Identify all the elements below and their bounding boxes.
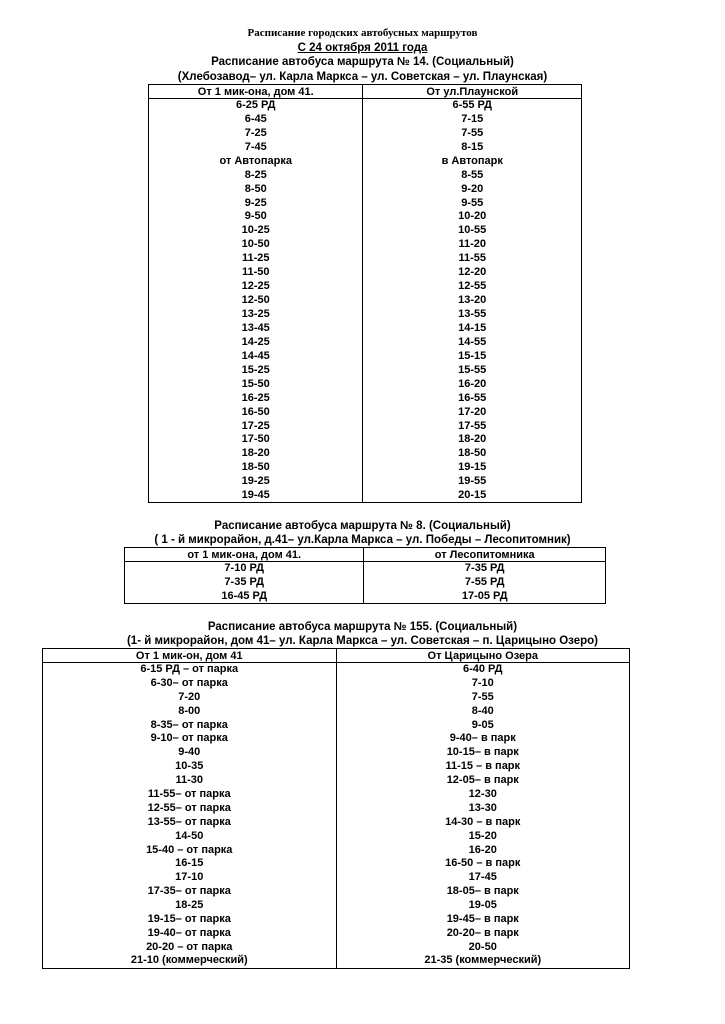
- departure-time-return: 11-15 – в парк: [336, 760, 630, 774]
- departure-time-outbound: 9-25: [149, 196, 363, 210]
- departure-time-outbound: 8-25: [149, 168, 363, 182]
- departure-time-return: 16-55: [363, 391, 582, 405]
- table-row: [43, 899, 630, 913]
- departure-time-return: 21-35 (коммерческий): [336, 954, 630, 968]
- table-row: [43, 871, 630, 885]
- departure-time-outbound: 11-50: [149, 266, 363, 280]
- departure-time-outbound: 19-40– от парка: [43, 926, 337, 940]
- departure-time-outbound: 17-25: [149, 419, 363, 433]
- departure-time-outbound: 8-35– от парка: [43, 718, 337, 732]
- departure-time-outbound: 13-45: [149, 322, 363, 336]
- departure-time-return: 18-20: [363, 433, 582, 447]
- departure-time-outbound: 11-55– от парка: [43, 788, 337, 802]
- departure-time-return: 13-30: [336, 801, 630, 815]
- departure-time-return: 14-30 – в парк: [336, 815, 630, 829]
- route-8-rows: [125, 562, 606, 604]
- departure-time-return: 12-30: [336, 788, 630, 802]
- departure-time-return: 7-55: [363, 126, 582, 140]
- departure-time-return: 15-20: [336, 829, 630, 843]
- table-row: [43, 940, 630, 954]
- route-8-col2-header: от Лесопитомника: [364, 548, 606, 562]
- table-row: [43, 704, 630, 718]
- table-row: [149, 377, 582, 391]
- table-row: [149, 252, 582, 266]
- departure-time-return: 9-40– в парк: [336, 732, 630, 746]
- departure-time-outbound: 20-20 – от парка: [43, 940, 337, 954]
- departure-time-outbound: 6-30– от парка: [43, 676, 337, 690]
- departure-time-return: 19-45– в парк: [336, 913, 630, 927]
- departure-time-return: 20-15: [363, 489, 582, 503]
- table-row: [149, 112, 582, 126]
- departure-time-outbound: 8-00: [43, 704, 337, 718]
- departure-time-outbound: 9-10– от парка: [43, 732, 337, 746]
- departure-time-outbound: 10-35: [43, 760, 337, 774]
- departure-time-outbound: 14-45: [149, 349, 363, 363]
- departure-time-return: 19-55: [363, 475, 582, 489]
- departure-time-outbound: 10-50: [149, 238, 363, 252]
- table-row: [149, 266, 582, 280]
- departure-time-outbound: 16-25: [149, 391, 363, 405]
- table-row: [149, 405, 582, 419]
- route-8-path: ( 1 - й микрорайон, д.41– ул.Карла Маркса – ул. Победы – Лесопитомник): [154, 534, 571, 546]
- table-row: [149, 280, 582, 294]
- departure-time-return: 7-15: [363, 112, 582, 126]
- departure-time-outbound: 19-25: [149, 475, 363, 489]
- departure-time-return: 9-20: [363, 182, 582, 196]
- departure-time-return: 11-20: [363, 238, 582, 252]
- table-row: [149, 168, 582, 182]
- departure-time-outbound: 15-40 – от парка: [43, 843, 337, 857]
- table-row: [43, 690, 630, 704]
- table-row: [149, 140, 582, 154]
- departure-time-return: 7-55: [336, 690, 630, 704]
- departure-time-return: 20-50: [336, 940, 630, 954]
- route-14-rows: [149, 99, 582, 503]
- departure-time-return: 9-05: [336, 718, 630, 732]
- departure-time-return: 12-05– в парк: [336, 774, 630, 788]
- departure-time-outbound: 12-25: [149, 280, 363, 294]
- route-14-path: (Хлебозавод– ул. Карла Маркса – ул. Советская – ул. Плаунская): [177, 71, 548, 83]
- departure-time-outbound: 7-20: [43, 690, 337, 704]
- departure-time-return: 14-15: [363, 322, 582, 336]
- table-row: [125, 562, 606, 576]
- departure-time-return: 7-10: [336, 676, 630, 690]
- departure-time-return: 16-50 – в парк: [336, 857, 630, 871]
- departure-time-outbound: 13-25: [149, 308, 363, 322]
- departure-time-return: 10-55: [363, 224, 582, 238]
- departure-time-outbound: 9-40: [43, 746, 337, 760]
- departure-time-outbound: 15-50: [149, 377, 363, 391]
- table-row: [43, 774, 630, 788]
- departure-time-return: 13-20: [363, 294, 582, 308]
- departure-time-outbound: 18-50: [149, 461, 363, 475]
- table-row: [149, 238, 582, 252]
- departure-time-outbound: 19-15– от парка: [43, 913, 337, 927]
- departure-time-outbound: 6-25 РД: [149, 99, 363, 113]
- effective-date: С 24 октября 2011 года: [297, 42, 428, 54]
- departure-time-outbound: 16-45 РД: [125, 589, 364, 603]
- departure-time-return: 8-40: [336, 704, 630, 718]
- route-155-col2-header: От Царицыно Озера: [336, 649, 630, 663]
- table-row: [149, 391, 582, 405]
- departure-time-outbound: 12-55– от парка: [43, 801, 337, 815]
- table-row: [149, 433, 582, 447]
- departure-time-return: 7-55 РД: [364, 575, 606, 589]
- departure-time-outbound: 21-10 (коммерческий): [43, 954, 337, 968]
- departure-time-outbound: 7-35 РД: [125, 575, 364, 589]
- table-row: [149, 154, 582, 168]
- departure-time-outbound: 8-50: [149, 182, 363, 196]
- table-row: [149, 489, 582, 503]
- departure-time-return: 10-20: [363, 210, 582, 224]
- departure-time-return: 17-45: [336, 871, 630, 885]
- departure-time-return: 10-15– в парк: [336, 746, 630, 760]
- departure-time-return: 17-05 РД: [364, 589, 606, 603]
- route-14-col2-header: От ул.Плаунской: [363, 85, 582, 99]
- departure-time-return: 14-55: [363, 335, 582, 349]
- table-row: [43, 760, 630, 774]
- table-row: [43, 801, 630, 815]
- table-row: [43, 926, 630, 940]
- table-row: [43, 954, 630, 968]
- departure-time-outbound: 7-10 РД: [125, 562, 364, 576]
- departure-time-return: 7-35 РД: [364, 562, 606, 576]
- table-row: [125, 575, 606, 589]
- departure-time-return: 18-05– в парк: [336, 885, 630, 899]
- departure-time-return: 13-55: [363, 308, 582, 322]
- departure-time-outbound: 12-50: [149, 294, 363, 308]
- table-row: [149, 419, 582, 433]
- table-row: [149, 210, 582, 224]
- table-row: [43, 676, 630, 690]
- departure-time-return: 16-20: [336, 843, 630, 857]
- departure-time-outbound: 7-25: [149, 126, 363, 140]
- table-row: [43, 857, 630, 871]
- departure-time-return: 12-20: [363, 266, 582, 280]
- route-155-col1-header: От 1 мик-он, дом 41: [43, 649, 337, 663]
- departure-time-return: в Автопарк: [363, 154, 582, 168]
- departure-time-return: 15-55: [363, 363, 582, 377]
- route-14-table: [148, 84, 582, 503]
- route-8-title: Расписание автобуса маршрута № 8. (Социальный): [214, 520, 511, 532]
- table-row: [149, 294, 582, 308]
- departure-time-outbound: 17-50: [149, 433, 363, 447]
- table-row: [149, 447, 582, 461]
- table-row: [43, 815, 630, 829]
- departure-time-outbound: 16-50: [149, 405, 363, 419]
- departure-time-return: 20-20– в парк: [336, 926, 630, 940]
- table-row: [149, 126, 582, 140]
- table-row: [43, 718, 630, 732]
- route-155-table: [42, 648, 630, 969]
- departure-time-return: 18-50: [363, 447, 582, 461]
- table-row: [149, 475, 582, 489]
- departure-time-return: 6-40 РД: [336, 663, 630, 677]
- table-row: [43, 732, 630, 746]
- departure-time-return: 8-55: [363, 168, 582, 182]
- route-155-path: (1- й микрорайон, дом 41– ул. Карла Маркса – ул. Советская – п. Царицыно Озеро): [126, 635, 599, 647]
- route-155-title: Расписание автобуса маршрута № 155. (Социальный): [207, 621, 518, 633]
- departure-time-outbound: 19-45: [149, 489, 363, 503]
- departure-time-return: 11-55: [363, 252, 582, 266]
- route-8-table: [124, 547, 606, 604]
- departure-time-outbound: 16-15: [43, 857, 337, 871]
- table-row: [149, 363, 582, 377]
- table-row: [125, 589, 606, 603]
- departure-time-outbound: 17-10: [43, 871, 337, 885]
- departure-time-outbound: 11-30: [43, 774, 337, 788]
- departure-time-outbound: 15-25: [149, 363, 363, 377]
- departure-time-outbound: 14-25: [149, 335, 363, 349]
- table-row: [43, 843, 630, 857]
- departure-time-return: 15-15: [363, 349, 582, 363]
- departure-time-outbound: от Автопарка: [149, 154, 363, 168]
- departure-time-outbound: 11-25: [149, 252, 363, 266]
- table-row: [149, 182, 582, 196]
- route-14-title: Расписание автобуса маршрута № 14. (Социальный): [211, 56, 514, 68]
- departure-time-return: 19-05: [336, 899, 630, 913]
- departure-time-outbound: 10-25: [149, 224, 363, 238]
- departure-time-outbound: 6-15 РД – от парка: [43, 663, 337, 677]
- table-row: [149, 224, 582, 238]
- departure-time-return: 12-55: [363, 280, 582, 294]
- table-row: [43, 829, 630, 843]
- departure-time-return: 9-55: [363, 196, 582, 210]
- departure-time-return: 19-15: [363, 461, 582, 475]
- page-title: Расписание городских автобусных маршрутов: [247, 27, 478, 39]
- departure-time-outbound: 14-50: [43, 829, 337, 843]
- departure-time-return: 6-55 РД: [363, 99, 582, 113]
- departure-time-return: 8-15: [363, 140, 582, 154]
- table-row: [149, 322, 582, 336]
- departure-time-return: 17-20: [363, 405, 582, 419]
- table-row: [149, 461, 582, 475]
- table-row: [43, 885, 630, 899]
- table-row: [149, 349, 582, 363]
- route-155-rows: [43, 663, 630, 969]
- route-14-col1-header: От 1 мик-она, дом 41.: [149, 85, 363, 99]
- departure-time-outbound: 13-55– от парка: [43, 815, 337, 829]
- table-row: [43, 913, 630, 927]
- departure-time-return: 16-20: [363, 377, 582, 391]
- table-row: [149, 196, 582, 210]
- departure-time-return: 17-55: [363, 419, 582, 433]
- departure-time-outbound: 9-50: [149, 210, 363, 224]
- table-row: [149, 335, 582, 349]
- table-row: [149, 99, 582, 113]
- departure-time-outbound: 18-20: [149, 447, 363, 461]
- departure-time-outbound: 6-45: [149, 112, 363, 126]
- table-row: [43, 788, 630, 802]
- table-row: [43, 746, 630, 760]
- table-row: [149, 308, 582, 322]
- table-row: [43, 663, 630, 677]
- departure-time-outbound: 18-25: [43, 899, 337, 913]
- departure-time-outbound: 17-35– от парка: [43, 885, 337, 899]
- route-8-col1-header: от 1 мик-она, дом 41.: [125, 548, 364, 562]
- departure-time-outbound: 7-45: [149, 140, 363, 154]
